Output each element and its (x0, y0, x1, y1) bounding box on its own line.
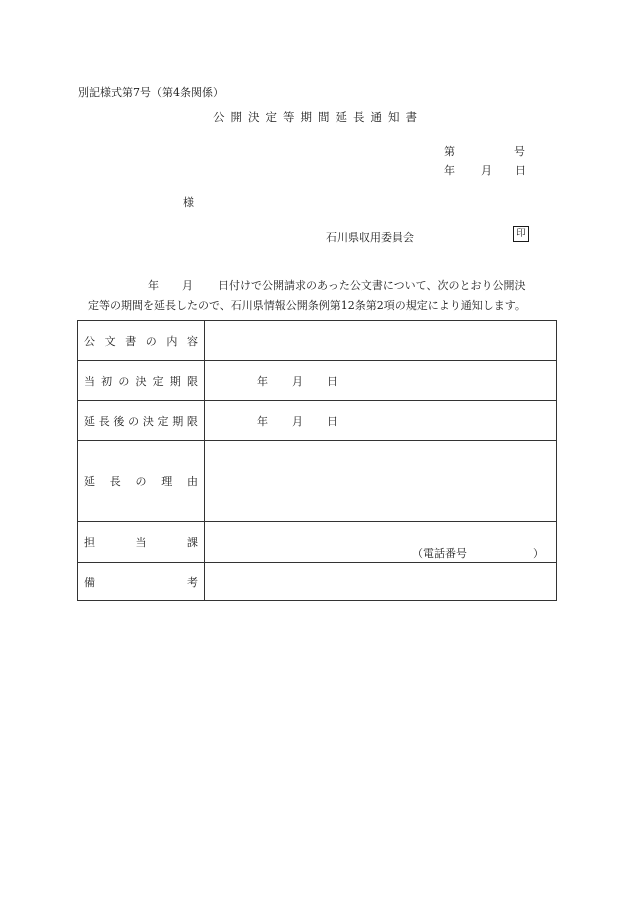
orig-year-label: 年 (257, 374, 268, 388)
addressee-honorific: 様 (183, 196, 194, 209)
issue-year-label: 年 (444, 164, 455, 177)
document-title: 公開決定等期間延長通知書 (213, 110, 423, 124)
table-row (78, 522, 557, 563)
table-row (78, 401, 557, 441)
content-value-cell[interactable] (205, 321, 557, 361)
extended-deadline-cell[interactable] (205, 401, 557, 441)
original-deadline-cell[interactable] (205, 361, 557, 401)
remarks-value-cell[interactable] (205, 563, 557, 601)
table-row (78, 563, 557, 601)
table-row (78, 321, 557, 361)
ext-day-label: 日 (327, 414, 338, 428)
row-label-department: 担 当 課 (78, 522, 205, 563)
table-row (78, 361, 557, 401)
reason-value-cell[interactable] (205, 441, 557, 522)
body-text-line-2: 定等の期間を延長したので、石川県情報公開条例第12条第2項の規定により通知します。 (88, 299, 526, 312)
row-label-extended-deadline: 延 長 後 の 決 定 期 限 (78, 401, 205, 441)
body-year-label: 年 (148, 279, 159, 292)
issue-day-label: 日 (515, 164, 526, 177)
issuer-name: 石川県収用委員会 (326, 231, 414, 244)
orig-day-label: 日 (327, 374, 338, 388)
ext-year-label: 年 (257, 414, 268, 428)
phone-label: （電話番号 (412, 547, 467, 560)
doc-number-suffix: 号 (514, 145, 525, 158)
body-text-line-1 (80, 277, 525, 293)
orig-month-label: 月 (292, 374, 303, 388)
issue-month-label: 月 (481, 164, 492, 177)
seal-mark: 印 (513, 226, 529, 242)
table-row (78, 441, 557, 522)
notice-details-table (77, 320, 557, 601)
body-month-label: 月 (182, 279, 193, 292)
row-label-remarks: 備 考 (78, 563, 205, 601)
row-label-content: 公 文 書 の 内 容 (78, 321, 205, 361)
row-label-reason: 延 長 の 理 由 (78, 441, 205, 522)
row-label-original-deadline: 当 初 の 決 定 期 限 (78, 361, 205, 401)
department-value-cell[interactable] (205, 522, 557, 563)
doc-number-prefix: 第 (444, 145, 455, 158)
form-number-label: 別記様式第7号（第4条関係） (78, 86, 224, 99)
ext-month-label: 月 (292, 414, 303, 428)
body-text-1: 日付けで公開請求のあった公文書について、次のとおり公開決 (218, 279, 526, 292)
phone-close: ） (533, 547, 544, 560)
